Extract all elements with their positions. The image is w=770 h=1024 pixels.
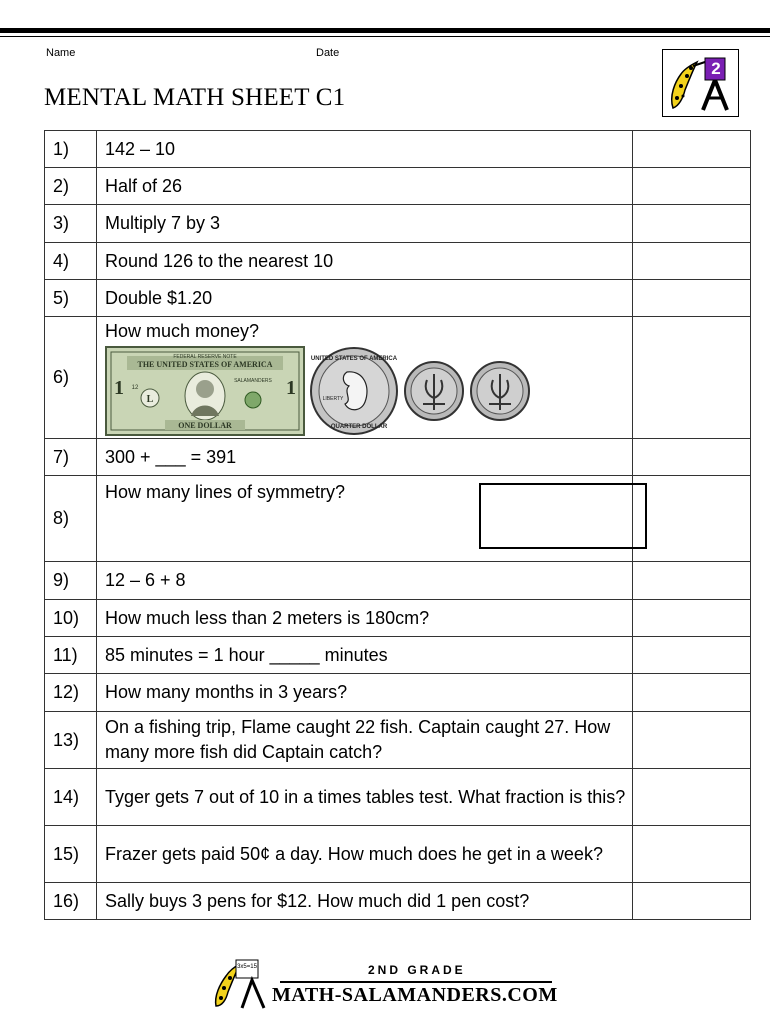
question-text: Tyger gets 7 out of 10 in a times tables test. What fraction is this?	[97, 769, 633, 826]
bill-title: THE UNITED STATES OF AMERICA	[137, 360, 273, 369]
table-row	[45, 280, 751, 317]
question-number: 15)	[45, 826, 97, 883]
grade-logo	[662, 49, 739, 117]
table-row	[45, 476, 751, 562]
table-row	[45, 674, 751, 712]
quarter-top-text: UNITED STATES OF AMERICA	[310, 356, 398, 362]
bill-header: FEDERAL RESERVE NOTE	[173, 354, 237, 360]
dime-coin-icon	[403, 360, 465, 422]
footer-divider	[280, 981, 552, 983]
answer-cell[interactable]	[633, 712, 751, 769]
question-number: 1)	[45, 131, 97, 168]
answer-cell[interactable]	[633, 883, 751, 920]
table-row	[45, 317, 751, 439]
bill-denomination: ONE DOLLAR	[178, 421, 232, 430]
question-text: 85 minutes = 1 hour _____ minutes	[97, 637, 633, 674]
question-number: 3)	[45, 205, 97, 243]
table-row	[45, 243, 751, 280]
footer-salamander-logo-icon	[212, 958, 278, 1010]
table-row	[45, 769, 751, 826]
quarter-bottom-text: QUARTER DOLLAR	[330, 424, 388, 430]
money-images	[105, 346, 626, 436]
question-number: 4)	[45, 243, 97, 280]
answer-cell[interactable]	[633, 562, 751, 600]
header-rule-thick	[0, 28, 770, 33]
answer-cell[interactable]	[633, 168, 751, 205]
answer-cell[interactable]	[633, 205, 751, 243]
page-title: MENTAL MATH SHEET C1	[44, 84, 346, 111]
header-rule-thin	[0, 36, 770, 37]
question-text: Frazer gets paid 50¢ a day. How much does he get in a week?	[97, 826, 633, 883]
grade-badge-number: 2	[711, 59, 721, 78]
table-row	[45, 600, 751, 637]
question-number: 13)	[45, 712, 97, 769]
answer-cell[interactable]	[633, 439, 751, 476]
question-text: Half of 26	[97, 168, 633, 205]
question-number: 12)	[45, 674, 97, 712]
answer-cell[interactable]	[633, 131, 751, 168]
table-row	[45, 439, 751, 476]
question-text: 300 + ___ = 391	[97, 439, 633, 476]
answer-cell[interactable]	[633, 769, 751, 826]
footer-site[interactable]: MATH-SALAMANDERS.COM	[272, 984, 558, 1006]
symmetry-rectangle	[479, 483, 647, 549]
question-text: 12 – 6 + 8	[97, 562, 633, 600]
table-row	[45, 883, 751, 920]
question-number: 8)	[45, 476, 97, 562]
question-text: 142 – 10	[97, 131, 633, 168]
question-number: 5)	[45, 280, 97, 317]
question-text: Sally buys 3 pens for $12. How much did 1 pen cost?	[97, 883, 633, 920]
answer-cell[interactable]	[633, 600, 751, 637]
footer-logo-text: 3x5=15	[237, 964, 257, 970]
question-text: Multiply 7 by 3	[97, 205, 633, 243]
quarter-coin-icon	[309, 346, 399, 436]
question-number: 11)	[45, 637, 97, 674]
answer-cell[interactable]	[633, 243, 751, 280]
question-text: Round 126 to the nearest 10	[97, 243, 633, 280]
dime-coin-icon	[469, 360, 531, 422]
question-number: 16)	[45, 883, 97, 920]
table-row	[45, 637, 751, 674]
dollar-bill-icon	[105, 346, 305, 436]
question-number: 2)	[45, 168, 97, 205]
question-text: How many lines of symmetry?	[105, 482, 346, 502]
question-text: On a fishing trip, Flame caught 22 fish. Captain caught 27. How many more fish did Captain catch?	[97, 712, 633, 769]
name-label: Name	[46, 47, 76, 59]
answer-cell[interactable]	[633, 637, 751, 674]
questions-table	[44, 130, 751, 920]
answer-cell[interactable]	[633, 317, 751, 439]
question-text: How many months in 3 years?	[97, 674, 633, 712]
bill-seal-letter: L	[146, 394, 154, 405]
answer-cell[interactable]	[633, 280, 751, 317]
table-row	[45, 826, 751, 883]
date-label: Date	[316, 47, 340, 59]
question-number: 10)	[45, 600, 97, 637]
question-number: 7)	[45, 439, 97, 476]
question-number: 6)	[45, 317, 97, 439]
table-row	[45, 131, 751, 168]
question-number: 9)	[45, 562, 97, 600]
bill-corner-left: 1	[114, 377, 124, 399]
table-row	[45, 562, 751, 600]
table-row	[45, 168, 751, 205]
salamander-logo-icon	[663, 50, 738, 116]
question-text: How much less than 2 meters is 180cm?	[97, 600, 633, 637]
answer-cell[interactable]	[633, 476, 751, 562]
question-text: Double $1.20	[97, 280, 633, 317]
quarter-liberty: LIBERTY	[322, 396, 344, 402]
answer-cell[interactable]	[633, 674, 751, 712]
question-number: 14)	[45, 769, 97, 826]
question-text: How much money?	[105, 321, 260, 341]
bill-side-text: SALAMANDERS	[234, 378, 272, 384]
answer-cell[interactable]	[633, 826, 751, 883]
table-row	[45, 712, 751, 769]
footer-grade: 2ND GRADE	[368, 963, 466, 977]
table-row	[45, 205, 751, 243]
bill-left-code: 12	[131, 385, 139, 391]
bill-corner-right: 1	[286, 377, 296, 399]
